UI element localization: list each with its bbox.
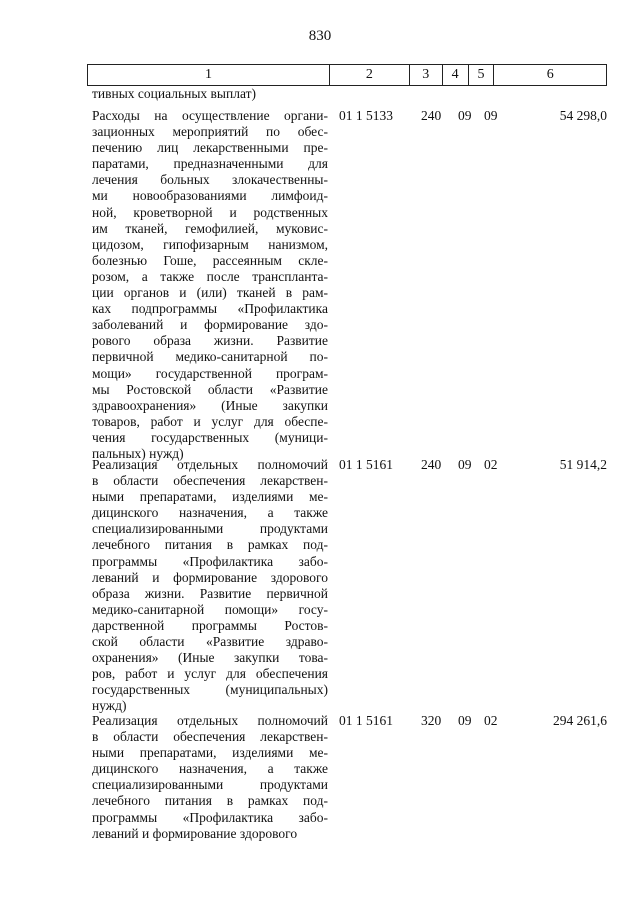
description-line: лечения больных злокачественны- (92, 172, 328, 188)
target-code: 01 1 5161 (339, 457, 393, 472)
description-line: мы Ростовской области «Развитие (92, 381, 328, 397)
description-line: пальных) нужд) (92, 445, 184, 461)
subsection-code: 02 (484, 713, 498, 728)
continuation-text: тивных социальных выплат) (92, 86, 256, 101)
description-line: зационных мероприятий по обес- (92, 124, 328, 140)
subsection-code: 02 (484, 457, 498, 472)
header-col-1: 1 (88, 65, 330, 85)
expense-type: 240 (421, 457, 442, 472)
description-line: первичной медико-санитарной по- (92, 349, 328, 365)
description-line: ми новообразованиями лимфоид- (92, 188, 328, 204)
description-line: специализированными продуктами (92, 521, 328, 537)
description-line: товаров, работ и услуг для обеспе- (92, 413, 328, 429)
description-line: мощи» государственной програм- (92, 365, 328, 381)
description-line: заболеваний и формирование здо- (92, 317, 328, 333)
description-line: Реализация отдельных полномочий (92, 457, 328, 472)
description-line: леваний и формирование здорового (92, 825, 298, 841)
header-col-3: 3 (410, 65, 443, 85)
description-line: ров, работ и услуг для обеспечения (92, 666, 328, 682)
description-line: ной, кроветворной и родственных (92, 204, 328, 220)
amount: 54 298,0 (559, 108, 607, 123)
description-line: дарственной программы Ростов- (92, 617, 328, 633)
description-line: образа жизни. Развитие первичной (92, 585, 328, 601)
description-line: чения государственных (муници- (92, 429, 328, 445)
row-description (92, 713, 328, 842)
expense-type: 320 (421, 713, 442, 728)
subsection-code: 09 (484, 108, 498, 123)
header-col-5: 5 (469, 65, 495, 85)
description-line: Реализация отдельных полномочий (92, 713, 328, 728)
section-code: 09 (458, 457, 472, 472)
section-code: 09 (458, 713, 472, 728)
section-code: 09 (458, 108, 472, 123)
description-line: им тканей, гемофилией, муковис- (92, 220, 328, 236)
description-line: лечебного питания в рамках под- (92, 793, 328, 809)
row-description (92, 457, 328, 715)
target-code: 01 1 5133 (339, 108, 393, 123)
description-line: ными препаратами, изделиями ме- (92, 489, 328, 505)
expense-type: 240 (421, 108, 442, 123)
header-col-6: 6 (546, 67, 554, 82)
description-line: здравоохранения» (Иные закупки (92, 397, 328, 413)
description-line: леваний и формирование здорового (92, 569, 328, 585)
description-line: в области обеспечения лекарствен- (92, 473, 328, 489)
description-line: цидозом, гипофизарным нанизмом, (92, 236, 328, 252)
description-line: медико-санитарной помощи» госу- (92, 601, 328, 617)
description-line: ках подпрограммы «Профилактика (92, 301, 328, 317)
description-line: розом, а также после транспланта- (92, 268, 328, 284)
table-header (87, 64, 607, 86)
description-line: специализированными продуктами (92, 777, 328, 793)
description-line: печению лиц лекарственными пре- (92, 140, 328, 156)
description-line: ции органов и (или) тканей в рам- (92, 285, 328, 301)
row-description (92, 108, 328, 462)
description-line: ской области «Развитие здраво- (92, 634, 328, 650)
description-line: паратами, предназначенными для (92, 156, 328, 172)
amount: 51 914,2 (559, 457, 607, 472)
description-line: лечебного питания в рамках под- (92, 537, 328, 553)
description-line: программы «Профилактика забо- (92, 553, 328, 569)
description-line: государственных (муниципальных) (92, 682, 328, 698)
description-line: ными препаратами, изделиями ме- (92, 745, 328, 761)
amount: 294 261,6 (553, 713, 607, 728)
description-line: болезнью Гоше, рассеянным скле- (92, 252, 328, 268)
description-line: программы «Профилактика забо- (92, 809, 328, 825)
header-col-4: 4 (443, 65, 469, 85)
target-code: 01 1 5161 (339, 713, 393, 728)
description-line: дицинского назначения, а также (92, 505, 328, 521)
description-line: нужд) (92, 698, 127, 714)
header-col-2: 2 (330, 65, 410, 85)
page-number: 830 (308, 28, 332, 44)
description-line: дицинского назначения, а также (92, 761, 328, 777)
description-line: в области обеспечения лекарствен- (92, 729, 328, 745)
description-line: охранения» (Иные закупки това- (92, 650, 328, 666)
description-line: рового образа жизни. Развитие (92, 333, 328, 349)
description-line: Расходы на осуществление органи- (92, 108, 328, 123)
